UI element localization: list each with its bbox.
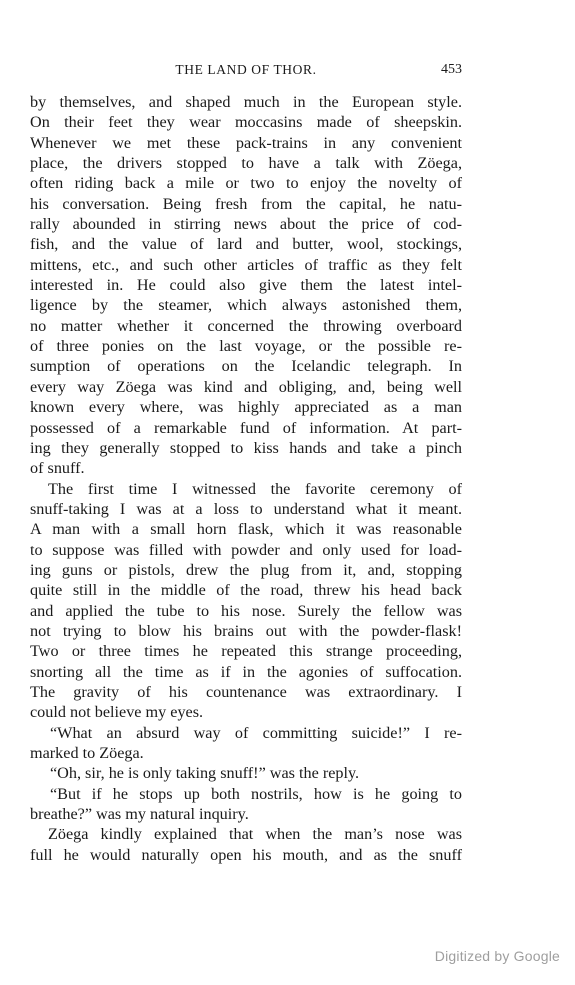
- text-line: every way Zöega was kind and obliging, and, being well: [30, 377, 462, 396]
- paragraph-end-line: marked to Zöega.: [30, 744, 144, 762]
- text-line: not trying to blow his brains out with the powder-flask!: [30, 621, 462, 640]
- text-line: rally abounded in stirring news about the price of cod-: [30, 215, 462, 234]
- paragraph-start-line: The first time I witnessed the favorite ceremony of: [48, 479, 462, 498]
- paragraph-line: “Oh, sir, he is only taking snuff!” was the reply.: [50, 764, 360, 783]
- text-line: sumption of operations on the Icelandic telegraph. In: [30, 357, 462, 376]
- text-line: known every where, was highly appreciated as a man: [30, 398, 462, 417]
- text-line: Whenever we met these pack-trains in any convenient: [30, 133, 462, 152]
- text-line: Two or three times he repeated this strange proceeding,: [30, 642, 462, 661]
- paragraph-end-line: breathe?” was my natural inquiry.: [30, 805, 249, 824]
- text-line: A man with a small horn flask, which it was reasonable: [30, 520, 462, 539]
- text-line: fish, and the value of lard and butter, wool, stockings,: [30, 235, 462, 254]
- text-line: full he would naturally open his mouth, and as the snuff: [30, 845, 462, 864]
- page-number: 453: [441, 62, 462, 77]
- text-line: by themselves, and shaped much in the European style.: [30, 93, 462, 111]
- text-line: his conversation. Being fresh from the capital, he natu-: [30, 194, 462, 213]
- paragraph-start-line: “But if he stops up both nostrils, how is he going to: [50, 784, 462, 803]
- text-line: interested in. He could also give them the latest intel-: [30, 276, 462, 295]
- text-line: mittens, etc., and such other articles of traffic as they felt: [30, 255, 462, 274]
- text-line: no matter whether it concerned the throwing overboard: [30, 316, 462, 335]
- body-text: [30, 92, 462, 865]
- running-head: [30, 62, 462, 82]
- text-line: and applied the tube to his nose. Surely the fellow was: [30, 601, 462, 620]
- text-line: The gravity of his countenance was extraordinary. I: [30, 682, 462, 701]
- text-line: place, the drivers stopped to have a talk with Zöega,: [30, 154, 462, 173]
- paragraph-end-line: of snuff.: [30, 459, 85, 478]
- text-line: often riding back a mile or two to enjoy the novelty of: [30, 174, 462, 193]
- text-line: quite still in the middle of the road, threw his head back: [30, 581, 462, 600]
- text-line: ligence by the steamer, which always astonished them,: [30, 296, 462, 315]
- digitized-watermark: Digitized by Google: [434, 948, 560, 964]
- paragraph-start-line: “What an absurd way of committing suicide!” I re-: [50, 723, 462, 742]
- text-line: On their feet they wear moccasins made of sheepskin.: [30, 113, 462, 132]
- text-line: of three ponies on the last voyage, or the possible re-: [30, 337, 462, 356]
- text-line: snorting all the time as if in the agonies of suffocation.: [30, 662, 462, 681]
- running-title: THE LAND OF THOR.: [175, 62, 317, 77]
- paragraph-start-line: Zöega kindly explained that when the man’s nose was: [48, 825, 462, 844]
- paragraph-end-line: could not believe my eyes.: [30, 703, 204, 722]
- text-line: ing guns or pistols, drew the plug from it, and, stopping: [30, 560, 462, 579]
- text-line: snuff-taking I was at a loss to understand what it meant.: [30, 499, 462, 518]
- text-line: to suppose was filled with powder and only used for load-: [30, 540, 462, 559]
- text-line: ing they generally stopped to kiss hands and take a pinch: [30, 438, 462, 457]
- text-line: possessed of a remarkable fund of information. At part-: [30, 418, 462, 437]
